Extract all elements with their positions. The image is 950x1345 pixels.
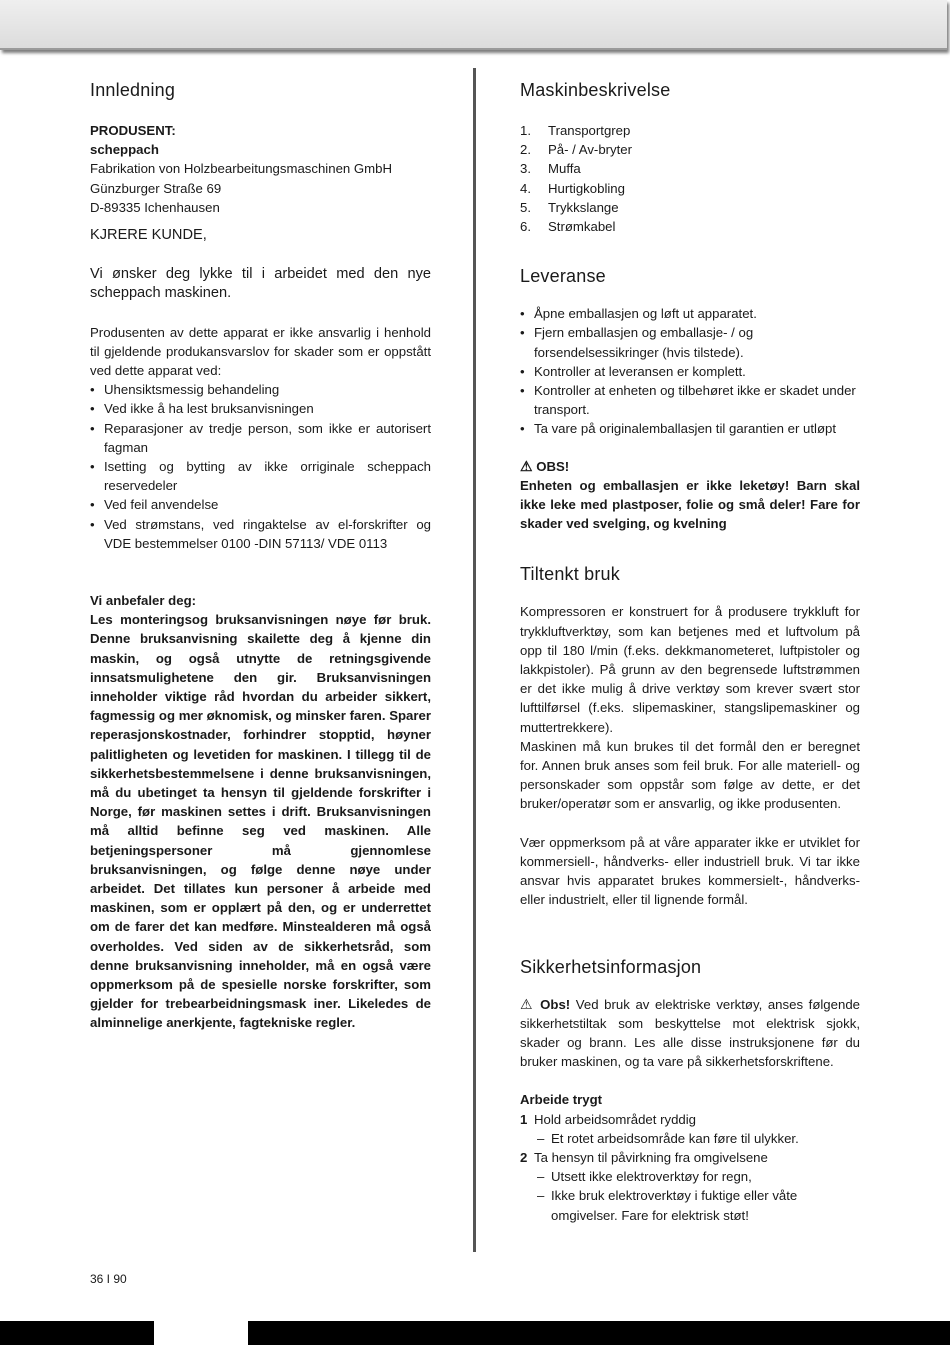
sub-item: – Utsett ikke elektroverktøy for regn, — [520, 1167, 860, 1186]
list-item: 4. Hurtigkobling — [520, 180, 625, 196]
warning-title: ⚠ OBS! — [520, 457, 570, 474]
right-column — [520, 78, 860, 1225]
list-item: • Ved feil anvendelse — [90, 495, 431, 514]
list-item: • Fjern emballasjen og emballasje- / og forsendelsessikringer (hvis tilstede). — [520, 323, 860, 361]
address-line: Günzburger Straße 69 — [90, 180, 222, 196]
liability-causes — [90, 380, 431, 553]
list-item: • Uhensiktsmessig behandeling — [90, 380, 431, 399]
wish-text: Vi ønsker deg lykke til i arbeidet med den nye scheppach maskinen. — [90, 265, 431, 302]
list-item: • Ta vare på originalemballasjen til garantien er utløpt — [520, 419, 860, 438]
list-item: • Ved ikke å ha lest bruksanvisningen — [90, 399, 431, 418]
warning-icon: ⚠ — [520, 457, 533, 474]
delivery-heading: Leveranse — [520, 266, 606, 287]
left-column — [90, 78, 431, 1033]
work-safe-label: Arbeide trygt — [520, 1092, 603, 1108]
list-item: • Åpne emballasjen og løft ut apparatet. — [520, 304, 860, 323]
intended-paragraph: Maskinen må kun brukes til det formål den er beregnet for. Annen bruk anses som feil bruk. For alle materiell- og personskader som oppstår som følge av dette, er det bruker/operatør som er ansvarlig, og ikke produsenten. — [520, 738, 860, 812]
recommend-text: Les monteringsog bruksanvisningen nøye før bruk. Denne bruksanvisning skailette deg å kjenne din maskin, og også utnytte de retningsgivende innsatsmulighetene den gir. Bruksanvisningen inneholder viktige råd hvordan du arbeider sikkert, fagmessig og mer øknomisk, og minsker faren. Sparer reperasjonskostnader, forhindrer stopptid, høyner palitligheten og levetiden for maskinen. I tillegg til de sikkerhetsbestemmelsene i denne bruksanvisningen, må du ubetinget ta hensyn til gjeldende forskrifter i Norge, før maskinen settes i drift. Bruksanvisningen må alltid befinne seg ved maskinen. Alle betjeningspersoner må gjennomlese bruksanvisningen, og følge denne nøye under arbeidet. Det tillates kun personer å arbeide med maskinen, som er opplært på den, og er underrettet om de farer det kan medføre. Minstealderen må også overholdes. Ved siden av de sikkerhetsråd, som denne bruksanvisning inneholder, må en også være oppmerksom på de spesielle norske forskrifter, som gjelder for trebearbeidningsmask iner. Likeledes de alminnelige anerkjente, fagtekniske regler. — [90, 612, 431, 1031]
list-item: • Ved strømstans, ved ringaktelse av el-forskrifter og VDE bestemmelser 0100 -DIN 57113/ VDE 0113 — [90, 515, 431, 553]
intended-paragraph: Kompressoren er konstruert for å produsere trykkluft for trykkluftverktøy, som kan betjenes med et luftvolum på opp til 180 l/min (f.eks. dekkmanometeret, luftpistoler og lakkpistoler). På grunn av den begrensede luftstrømmen er det ikke mulig å drive verktøy som krever svært stor lufttilførsel (f.eks. slipemaskiner, stangslipemaskiner og muttertrekkere). — [520, 604, 860, 735]
safety-intro: ⚠ Obs! Ved bruk av elektriske verktøy, anses følgende sikkerhetstiltak som beskyttelse mot elektrisk sjokk, skader og brann. Les alle disse instruksjonene før du bruker maskinen, og ta vare på sikkerhetsforskriftene. — [520, 995, 860, 1070]
list-item: 5. Trykkslange — [520, 199, 619, 215]
recommend-label: Vi anbefaler deg: — [90, 592, 197, 608]
warning-icon: ⚠ — [520, 995, 535, 1012]
safety-heading: Sikkerhetsinformasjon — [520, 956, 702, 977]
list-item: 2. På- / Av-bryter — [520, 142, 633, 158]
delivery-list — [520, 304, 860, 438]
intended-heading: Tiltenkt bruk — [520, 564, 620, 585]
step-item: 2 Ta hensyn til påvirkning fra omgivelsene — [520, 1149, 768, 1165]
sub-item: – Et rotet arbeidsområde kan føre til ulykker. — [520, 1129, 860, 1148]
header-bar — [0, 0, 947, 50]
step-item: 1 Hold arbeidsområdet ryddig — [520, 1111, 696, 1127]
list-item: 6. Strømkabel — [520, 219, 616, 235]
warning-text: Enheten og emballasjen er ikke leketøy! Barn skal ikke leke med plastposer, folie og små deler! Fare for skader ved svelging, og kvelning — [520, 477, 860, 532]
list-item: • Isetting og bytting av ikke orriginale scheppach reservedeler — [90, 457, 431, 495]
page-number: 36 I 90 — [90, 1272, 127, 1286]
parts-list — [520, 121, 860, 236]
liability-text: Produsenten av dette apparat er ikke ansvarlig i henhold til gjeldende produkansvarslov for skader som er oppstått ved dette apparat ved: — [90, 324, 431, 378]
manufacturer-name: scheppach — [90, 142, 159, 158]
greeting: KJRERE KUNDE, — [90, 227, 207, 244]
list-item: • Kontroller at enheten og tilbehøret ikke er skadet under transport. — [520, 381, 860, 419]
intro-heading: Innledning — [90, 80, 176, 100]
address-line: D-89335 Ichenhausen — [90, 199, 220, 215]
manufacturer-label: PRODUSENT: — [90, 123, 176, 138]
list-item: 3. Muffa — [520, 161, 581, 177]
footer-bar — [0, 1321, 950, 1345]
safety-steps — [520, 1110, 860, 1225]
column-divider — [473, 68, 476, 1252]
address-line: Fabrikation von Holzbearbeitungsmaschinen GmbH — [90, 161, 392, 177]
list-item: 1. Transportgrep — [520, 123, 631, 138]
footer-bar-gap — [154, 1321, 248, 1345]
intended-paragraph: Vær oppmerksom på at våre apparater ikke er utviklet for kommersiell-, håndverks- eller industriell bruk. Vi tar ikke ansvar hvis apparatet brukes kommersielt-, håndverks- eller industrielt, eller til lignende formål. — [520, 834, 860, 908]
machine-heading: Maskinbeskrivelse — [520, 80, 671, 100]
list-item: • Reparasjoner av tredje person, som ikke er autorisert fagman — [90, 419, 431, 457]
sub-item: – Ikke bruk elektroverktøy i fuktige eller våte omgivelser. Fare for elektrisk støt! — [520, 1186, 860, 1224]
list-item: • Kontroller at leveransen er komplett. — [520, 362, 860, 381]
